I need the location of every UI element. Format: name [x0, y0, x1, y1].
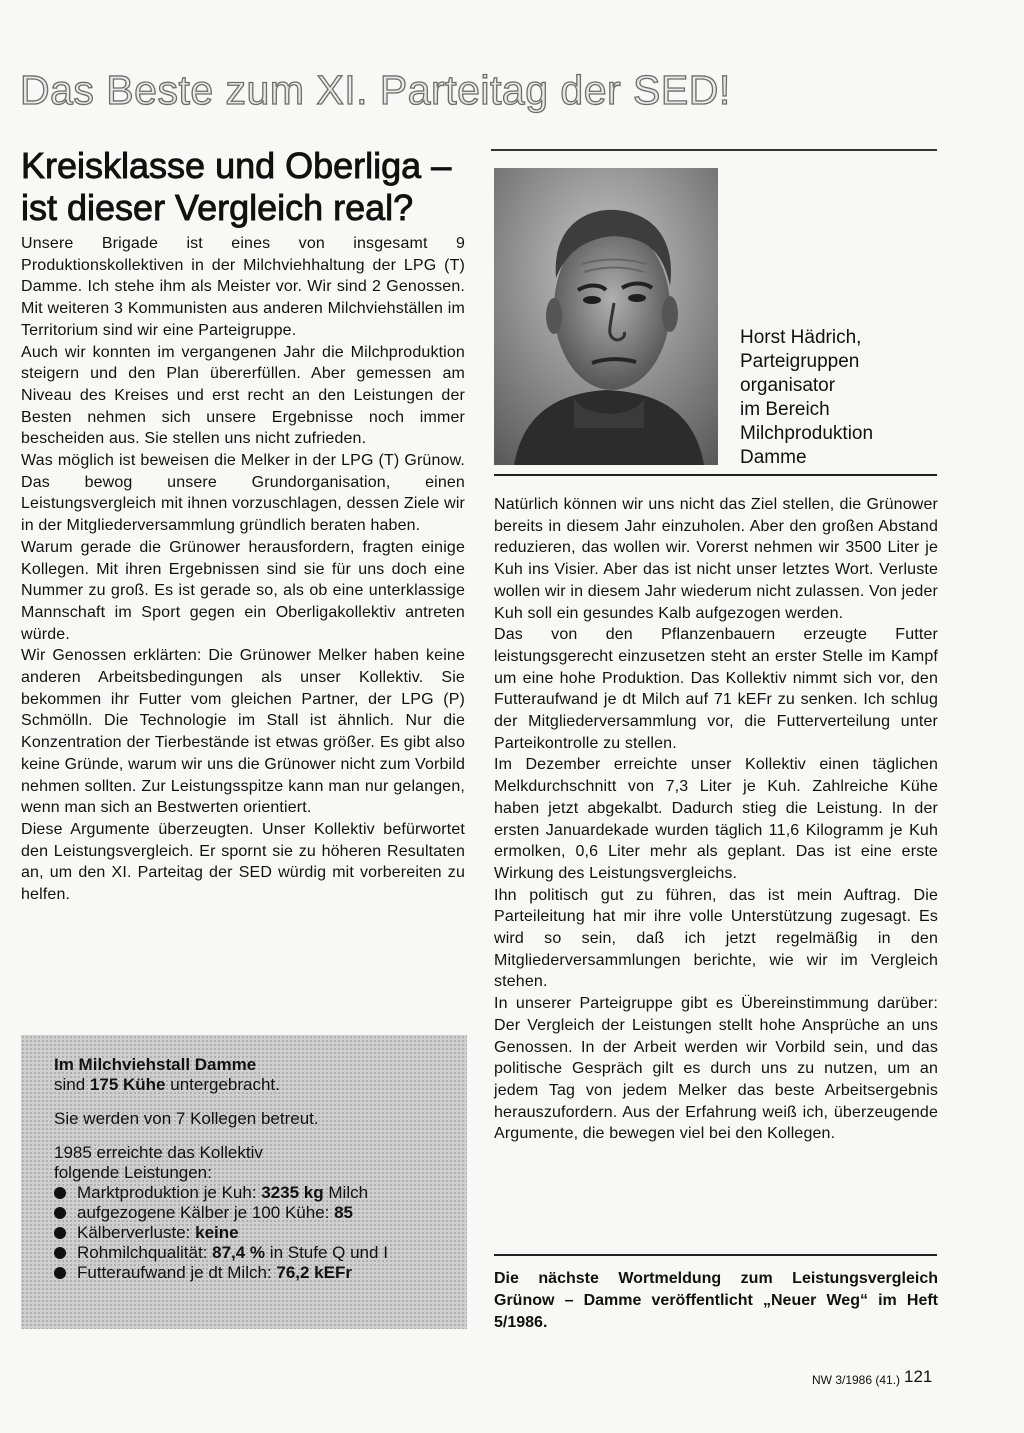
- item-label: aufgezogene Kälber je 100 Kühe:: [77, 1203, 335, 1222]
- divider-rule: [494, 474, 937, 476]
- item-label: Rohmilchqualität:: [77, 1243, 213, 1262]
- caption-line: organisator: [740, 375, 836, 396]
- closing-note: Die nächste Wortmeldung zum Leistungsvergleich Grünow – Damme veröffentlicht „Neuer Weg“ im Heft 5/1986.: [494, 1270, 938, 1331]
- page-number: 121: [904, 1367, 933, 1386]
- paragraph: Im Dezember erreichte unser Kollektiv einen täglichen Melkdurchschnitt von 7,3 Liter je Kuh. Zahlreiche Kühe haben jetzt abgekalbt. Dadurch stieg die Leistung. In der ersten Januardekade wurden täglich 11,6 Kilogramm je Kuh ermolken, 0,6 Liter mehr als geplant. Das ist eine erste Wirkung des Leistungsvergleichs.: [494, 756, 938, 882]
- cow-count-value: 175 Kühe: [89, 1075, 166, 1094]
- paragraph: Das von den Pflanzenbauern erzeugte Futter leistungsgerecht einzusetzen steht an erster Stelle im Kampf um eine hohe Produktion. Das Kollektiv nimmt sich vor, den Futteraufwand je dt Milch auf 71 kEFr zu senken. Ich schlug der Mitgliederversammlung vor, die Futterverteilung unter Parteikontrolle zu stellen.: [494, 626, 938, 752]
- headline-line-2: ist dieser Vergleich real?: [21, 187, 414, 228]
- bullet-icon: [54, 1227, 66, 1239]
- item-value: 85: [334, 1203, 354, 1222]
- info-box-intro-2: folgende Leistungen:: [54, 1163, 212, 1182]
- photo-caption: [740, 326, 940, 470]
- right-column: [494, 494, 938, 1145]
- performance-list: [54, 1183, 454, 1283]
- bullet-icon: [54, 1267, 66, 1279]
- paragraph: Wir Genossen erklärten: Die Grünower Melker haben keine anderen Arbeitsbedingungen als unser Kollektiv. Sie bekommen ihr Futter vom gleichen Partner, der LPG (P) Schmölln. Die Technologie im Stall ist ähnlich. Nur die Konzentration der Tierbestände ist etwas größer. Es gibt also keine Gründe, warum wir uns die Grünower nicht zum Vorbild nehmen sollten. Zur Leistungsspitze kann man nur gelangen, wenn man sich an Bestwerten orientiert.: [21, 647, 465, 817]
- info-box-intro: 1985 erreichte das Kollektiv: [54, 1143, 263, 1162]
- text-fragment: untergebracht.: [165, 1075, 280, 1094]
- item-suffix: in Stufe Q und I: [265, 1243, 388, 1262]
- article-headline: [21, 145, 481, 229]
- item-value: 76,2 kEFr: [276, 1263, 352, 1282]
- divider-rule: [494, 1254, 937, 1256]
- item-suffix: Milch: [323, 1183, 369, 1202]
- caption-line: Milchproduktion: [740, 423, 874, 444]
- paragraph: Ihn politisch gut zu führen, das ist mein Auftrag. Die Parteileitung hat mir ihre volle Unterstützung zugesagt. Es wird so sein, daß ich jetzt regelmäßig in den Mitgliederversammlungen berichte, wie wir im Vergleich stehen.: [494, 886, 938, 991]
- paragraph: Diese Argumente überzeugten. Unser Kollektiv befürwortet den Leistungsvergleich. Er spornt sie zu höheren Resultaten an, um den XI. Parteitag der SED würdig mit vorbereiten zu helfen.: [21, 820, 465, 904]
- paragraph: Unsere Brigade ist eines von insgesamt 9 Produktionskollektiven in der Milchviehhaltung der LPG (T) Damme. Ich stehe ihm als Meister vor. Wir sind 2 Genossen. Mit weiteren 3 Kommunisten aus anderen Milchviehställen im Territorium sind wir eine Parteigruppe.: [21, 235, 465, 339]
- portrait-illustration: [494, 168, 718, 465]
- caption-line: Horst Hädrich,: [740, 327, 862, 348]
- footer-reference: NW 3/1986 (41.): [812, 1373, 901, 1387]
- text-fragment: sind: [54, 1075, 90, 1094]
- divider-rule: [491, 149, 937, 151]
- bullet-icon: [54, 1187, 66, 1199]
- list-item: [54, 1183, 454, 1203]
- list-item: [54, 1223, 454, 1243]
- caption-line: Parteigruppen: [740, 351, 860, 372]
- caption-line: Damme: [740, 447, 807, 468]
- headline-line-1: Kreisklasse und Oberliga –: [21, 145, 452, 186]
- paragraph: Was möglich ist beweisen die Melker in der LPG (T) Grünow. Das bewog unsere Grundorganisation, einen Leistungsvergleich mit ihnen vorzuschlagen, dessen Ziele wir in der Mitgliederversammlung gründlich beraten haben.: [21, 452, 465, 535]
- item-label: Marktproduktion je Kuh:: [77, 1183, 262, 1202]
- item-label: Futteraufwand je dt Milch:: [77, 1263, 277, 1282]
- left-column: [21, 233, 465, 906]
- info-box: [21, 1035, 467, 1329]
- bullet-icon: [54, 1247, 66, 1259]
- paragraph: Natürlich können wir uns nicht das Ziel stellen, die Grünower bereits in diesem Jahr einzuholen. Aber den großen Abstand reduzieren, das wollen wir. Vorerst nehmen wir 3500 Liter je Kuh ins Visier. Aber das ist nicht unser letztes Wort. Verluste wollen wir in diesem Jahr wiederum nicht zulassen. Von jeder Kuh soll ein gesundes Kalb aufgezogen werden.: [494, 496, 938, 622]
- paragraph: Auch wir konnten im vergangenen Jahr die Milchproduktion steigern und den Plan übererfüllen. Aber gemessen am Niveau des Kreises und erst recht an den Leistungen der Besten nehmen sich unsere Ergebnisse noch immer bescheiden aus. Sie stellen uns nicht zufrieden.: [21, 343, 465, 448]
- bullet-icon: [54, 1207, 66, 1219]
- paragraph: Warum gerade die Grünower herausfordern, fragten einige Kollegen. Mit ihren Ergebnissen sind sie für uns doch eine Nummer zu groß. Es ist gerade so, als ob eine unterklassige Mannschaft im Sport gegen ein Oberligakollektiv antreten würde.: [21, 538, 465, 643]
- item-value: keine: [195, 1223, 239, 1242]
- list-item: [54, 1243, 454, 1263]
- list-item: [54, 1263, 454, 1283]
- item-value: 3235 kg: [261, 1183, 324, 1202]
- item-label: Kälberverluste:: [77, 1223, 196, 1242]
- list-item: [54, 1203, 454, 1223]
- paragraph: In unserer Parteigruppe gibt es Übereinstimmung darüber: Der Vergleich der Leistungen stellt hohe Ansprüche an uns Genossen. In der Arbeit werden wir Vorbild sein, und das politische Gespräch gilt es durch uns zu nutzen, um an jedem Tag von jedem Melker das beste Arbeitsergebnis herauszufordern. Aus der Erfahrung weiß ich, überzeugende Argumente, die bewegen viel bei den Kollegen.: [494, 995, 938, 1143]
- info-box-staff: Sie werden von 7 Kollegen betreut.: [54, 1109, 319, 1128]
- caption-line: im Bereich: [740, 399, 830, 420]
- info-box-cow-count: [54, 1075, 454, 1095]
- item-value: 87,4 %: [212, 1243, 266, 1262]
- banner-slogan: Das Beste zum XI. Parteitag der SED!: [20, 67, 731, 113]
- info-box-content: [54, 1055, 454, 1283]
- portrait-photo: [494, 168, 718, 465]
- info-box-title: Im Milchviehstall Damme: [54, 1055, 257, 1074]
